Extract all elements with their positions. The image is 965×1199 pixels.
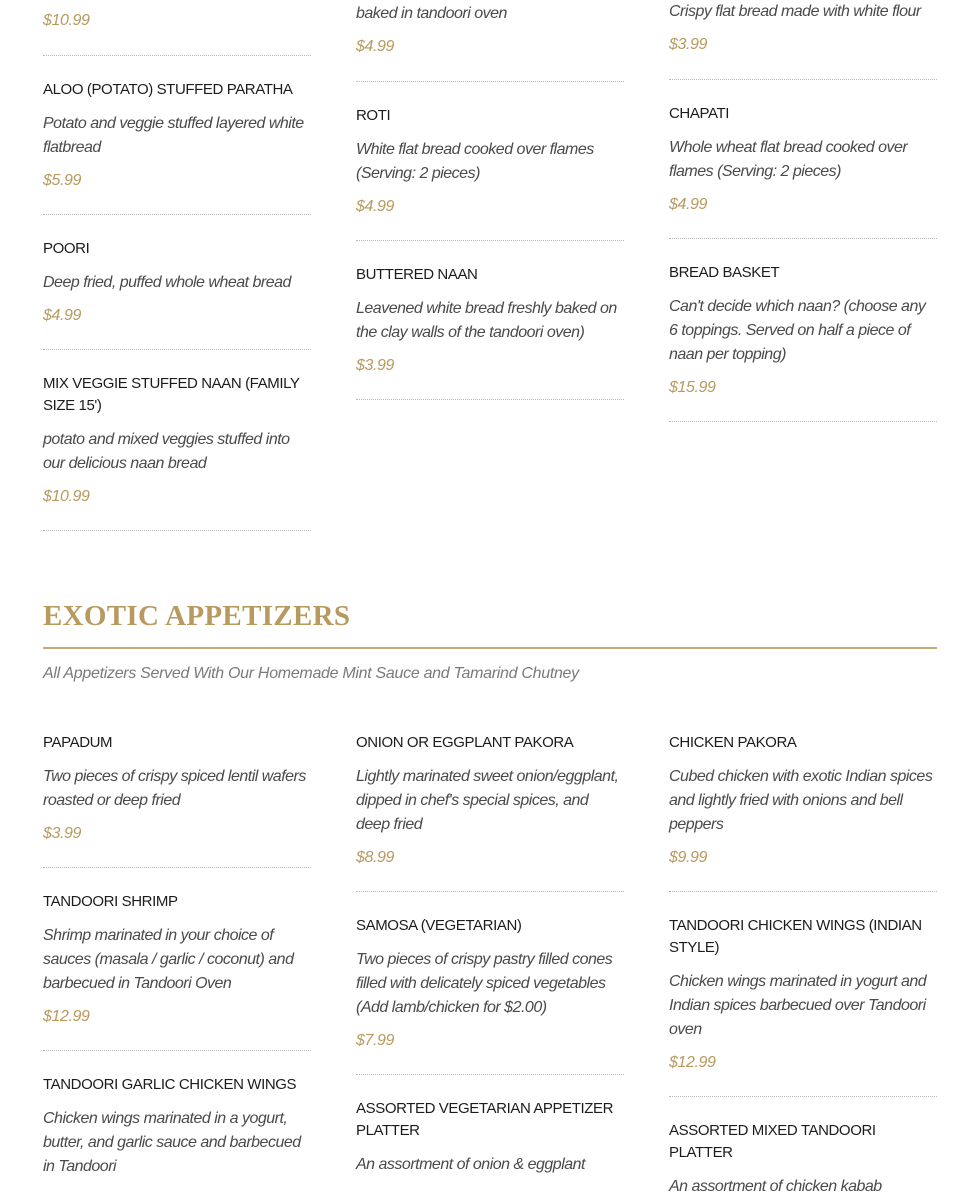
item-name: CHAPATI: [669, 105, 729, 122]
item-divider: [356, 81, 624, 82]
item-description: Can't decide which naan? (choose any 6 toppings. Served on half a piece of naan per topping): [669, 298, 926, 363]
menu-item[interactable]: [669, 103, 937, 216]
item-description: Lightly marinated sweet onion/eggplant, dipped in chef's special spices, and deep fried: [356, 768, 619, 833]
section-subtitle: All Appetizers Served With Our Homemade Mint Sauce and Tamarind Chutney: [43, 665, 579, 682]
item-price: $9.99: [669, 849, 708, 866]
item-divider: [43, 214, 311, 215]
item-divider: [669, 79, 937, 80]
item-price: $12.99: [43, 1008, 90, 1025]
item-divider: [43, 530, 311, 531]
item-price: $5.99: [43, 172, 82, 189]
item-description: Leavened white bread freshly baked on the clay walls of the tandoori oven): [356, 300, 617, 341]
item-name: MIX VEGGIE STUFFED NAAN (FAMILY SIZE 15'): [43, 375, 300, 414]
menu-item[interactable]: [669, 915, 937, 1074]
menu-item[interactable]: [43, 10, 311, 32]
item-divider: [356, 399, 624, 400]
item-description: Shrimp marinated in your choice of sauces (masala / garlic / coconut) and barbecued in Tandoori Oven: [43, 927, 294, 992]
menu-item[interactable]: [43, 732, 311, 845]
item-price: $3.99: [669, 36, 708, 53]
item-divider: [356, 240, 624, 241]
item-divider: [669, 421, 937, 422]
item-divider: [669, 1096, 937, 1097]
menu-item[interactable]: [356, 732, 624, 869]
item-name: SAMOSA (VEGETARIAN): [356, 917, 522, 934]
item-name: BUTTERED NAAN: [356, 266, 478, 283]
item-description: Deep fried, puffed whole wheat bread: [43, 274, 291, 291]
item-description: Whole wheat flat bread cooked over flames (Serving: 2 pieces): [669, 139, 908, 180]
menu-item[interactable]: [669, 0, 937, 56]
item-description: White flat bread cooked over flames (Serving: 2 pieces): [356, 141, 594, 182]
menu-item[interactable]: [356, 105, 624, 218]
item-description: baked in tandoori oven: [356, 5, 507, 22]
item-name: ASSORTED MIXED TANDOORI PLATTER: [669, 1122, 876, 1161]
item-price: $10.99: [43, 12, 90, 29]
item-description: Potato and veggie stuffed layered white flatbread: [43, 115, 304, 156]
menu-item[interactable]: [356, 915, 624, 1052]
item-price: $4.99: [43, 307, 82, 324]
item-price: $12.99: [669, 1054, 716, 1071]
item-name: TANDOORI CHICKEN WINGS (INDIAN STYLE): [669, 917, 922, 956]
item-divider: [356, 891, 624, 892]
menu-item[interactable]: [356, 2, 624, 58]
item-divider: [43, 1050, 311, 1051]
section-title: EXOTIC APPETIZERS: [43, 600, 351, 632]
item-description: Two pieces of crispy spiced lentil wafers roasted or deep fried: [43, 768, 306, 809]
item-description: An assortment of chicken kabab: [669, 1178, 882, 1195]
item-description: Chicken wings marinated in a yogurt, butter, and garlic sauce and barbecued in Tandoori: [43, 1110, 301, 1175]
item-price: $4.99: [669, 196, 708, 213]
item-price: $8.99: [356, 849, 395, 866]
item-name: ROTI: [356, 107, 391, 124]
item-divider: [43, 55, 311, 56]
menu-item[interactable]: [356, 1098, 624, 1177]
item-price: $4.99: [356, 38, 395, 55]
item-price: $3.99: [356, 357, 395, 374]
menu-item[interactable]: [669, 1120, 937, 1199]
item-price: $7.99: [356, 1032, 395, 1049]
item-name: BREAD BASKET: [669, 264, 780, 281]
menu-item[interactable]: [43, 238, 311, 327]
menu-item[interactable]: [43, 891, 311, 1028]
item-divider: [356, 1074, 624, 1075]
item-description: Cubed chicken with exotic Indian spices and lightly fried with onions and bell peppers: [669, 768, 933, 833]
item-price: $15.99: [669, 379, 716, 396]
item-divider: [669, 891, 937, 892]
item-price: $3.99: [43, 825, 82, 842]
item-name: POORI: [43, 240, 90, 257]
item-price: $4.99: [356, 198, 395, 215]
item-description: potato and mixed veggies stuffed into our delicious naan bread: [43, 431, 290, 472]
menu-item[interactable]: [43, 1074, 311, 1179]
item-name: CHICKEN PAKORA: [669, 734, 797, 751]
item-name: ONION OR EGGPLANT PAKORA: [356, 734, 574, 751]
item-name: TANDOORI GARLIC CHICKEN WINGS: [43, 1076, 297, 1093]
item-divider: [43, 867, 311, 868]
item-divider: [43, 349, 311, 350]
item-description: Two pieces of crispy pastry filled cones filled with delicately spiced vegetables (Add lamb/chicken for $2.00): [356, 951, 613, 1016]
section-rule: [43, 647, 937, 649]
menu-item[interactable]: [669, 262, 937, 399]
menu-item[interactable]: [669, 732, 937, 869]
item-name: PAPADUM: [43, 734, 113, 751]
item-description: Crispy flat bread made with white flour: [669, 3, 921, 20]
item-name: ASSORTED VEGETARIAN APPETIZER PLATTER: [356, 1100, 614, 1139]
item-price: $10.99: [43, 488, 90, 505]
menu-item[interactable]: [43, 373, 311, 508]
menu-item[interactable]: [356, 264, 624, 377]
item-description: Chicken wings marinated in yogurt and Indian spices barbecued over Tandoori oven: [669, 973, 927, 1038]
item-divider: [669, 238, 937, 239]
item-name: TANDOORI SHRIMP: [43, 893, 178, 910]
menu-item[interactable]: [43, 79, 311, 192]
item-description: An assortment of onion & eggplant: [356, 1156, 585, 1173]
item-name: ALOO (POTATO) STUFFED PARATHA: [43, 81, 293, 98]
